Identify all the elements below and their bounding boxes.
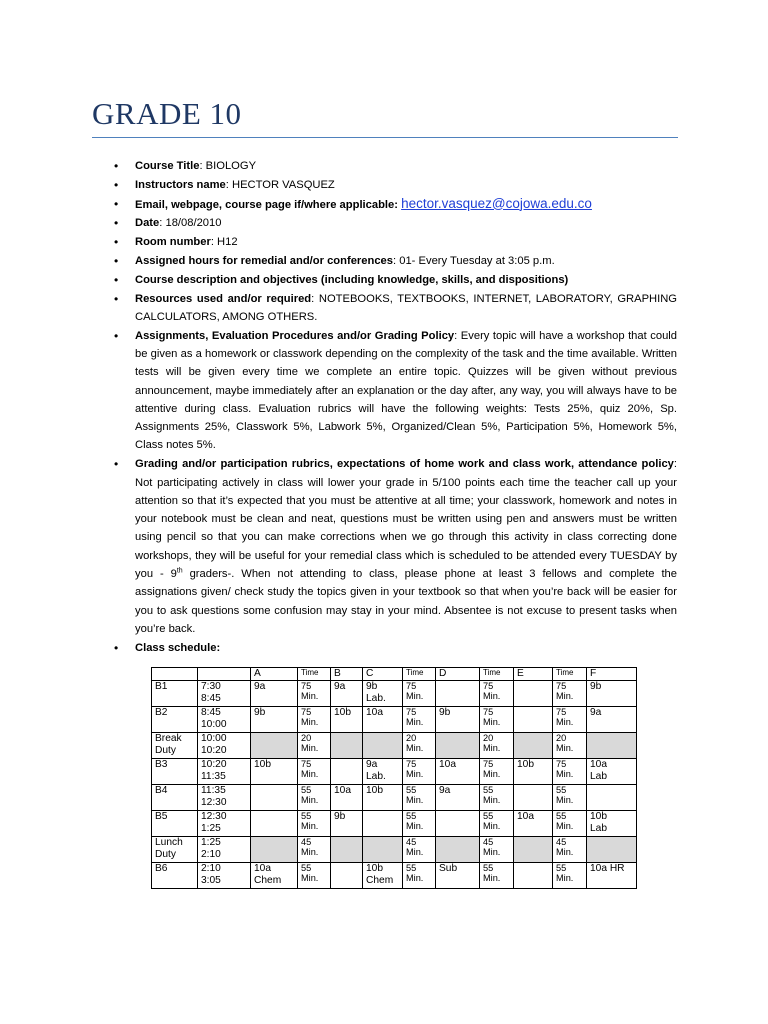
- cell-text: 45: [556, 837, 567, 848]
- cell-text: Chem: [254, 875, 282, 887]
- cell-text: 45: [483, 837, 494, 848]
- schedule-duration-cell: [553, 681, 587, 707]
- schedule-duration-cell: [403, 759, 436, 785]
- schedule-duration-cell: [403, 785, 436, 811]
- course-title-label: Course Title: [135, 160, 200, 172]
- course-info-list: [92, 157, 677, 658]
- schedule-duration-cell: [553, 811, 587, 837]
- cell-text: 75: [556, 759, 567, 770]
- schedule-duration-cell: [553, 785, 587, 811]
- schedule-class-cell: [363, 681, 403, 707]
- cell-text: 12:30: [201, 811, 227, 823]
- list-item-remedial: [92, 252, 677, 270]
- cell-text: Min.: [406, 821, 424, 832]
- cell-text: 8:45: [201, 693, 221, 705]
- schedule-class-cell: [363, 863, 403, 889]
- cell-text: 75: [301, 707, 312, 718]
- schedule-class-cell: [436, 759, 480, 785]
- schedule-class-cell: [436, 863, 480, 889]
- schedule-class-cell: [363, 733, 403, 759]
- schedule-duration-cell: [480, 733, 514, 759]
- schedule-duration-cell: [480, 837, 514, 863]
- schedule-class-cell: [251, 759, 298, 785]
- cell-text: 10:00: [201, 719, 227, 731]
- list-item-assignments: [92, 327, 677, 455]
- list-item-resources: [92, 290, 677, 327]
- schedule-duration-cell: [553, 733, 587, 759]
- schedule-duration-cell: [298, 837, 331, 863]
- cell-text: 9b: [439, 707, 451, 719]
- list-item-grading: [92, 455, 677, 638]
- schedule-duration-cell: [298, 785, 331, 811]
- schedule-time-cell: [198, 837, 251, 863]
- schedule-class-cell: [514, 707, 553, 733]
- schedule-duration-cell: [480, 863, 514, 889]
- cell-text: 3:05: [201, 875, 221, 887]
- schedule-class-cell: [436, 811, 480, 837]
- cell-text: 10b: [334, 707, 351, 719]
- schedule-class-cell: [251, 811, 298, 837]
- schedule-class-cell: [251, 681, 298, 707]
- schedule-header-cell: A: [251, 668, 298, 681]
- cell-text: 20: [301, 733, 312, 744]
- schedule-class-cell: [436, 733, 480, 759]
- cell-text: Lab: [590, 771, 607, 783]
- cell-text: 10a: [439, 759, 456, 771]
- table-row: [152, 863, 637, 889]
- cell-text: 75: [556, 707, 567, 718]
- cell-text: 20: [483, 733, 494, 744]
- instructor-label: Instructors name: [135, 178, 226, 191]
- grading-value-part1: : Not participating actively in class will lower your grade in 5/100 points each time the teacher call up your attention so that it’s expected that you must be attentive at all time; your classwork, homework and notes in your notebook must be clean and neat, questions must be written using pen and answers must be written using pencil so that you can make corrections when we go through this activity in class correcting done workshops, they will be useful for your remedial class which is scheduled to be attended every TUESDAY by you - 9: [135, 458, 677, 581]
- cell-text: Min.: [406, 873, 424, 884]
- schedule-time-cell: [198, 733, 251, 759]
- cell-text: 75: [406, 759, 417, 770]
- grading-superscript: th: [176, 567, 183, 575]
- schedule-header-cell: [152, 668, 198, 681]
- cell-text: Min.: [483, 691, 501, 702]
- schedule-class-cell: [363, 785, 403, 811]
- cell-text: 10a: [366, 707, 383, 719]
- schedule-duration-cell: [553, 707, 587, 733]
- cell-text: 55: [301, 785, 312, 796]
- schedule-duration-cell: [298, 707, 331, 733]
- cell-text: 9a: [366, 759, 378, 771]
- schedule-class-cell: [587, 863, 637, 889]
- remedial-label: Assigned hours for remedial and/or conferences: [135, 254, 394, 267]
- schedule-duration-cell: [403, 681, 436, 707]
- cell-text: Min.: [556, 873, 574, 884]
- schedule-time-cell: [198, 863, 251, 889]
- schedule-time-cell: [198, 681, 251, 707]
- schedule-block-cell: [152, 733, 198, 759]
- schedule-class-cell: [436, 785, 480, 811]
- schedule-class-cell: [331, 733, 363, 759]
- schedule-class-cell: [331, 785, 363, 811]
- schedule-class-cell: [331, 759, 363, 785]
- cell-text: 2:10: [201, 849, 221, 861]
- cell-text: 9b: [334, 811, 346, 823]
- class-schedule-table: [151, 667, 637, 889]
- schedule-class-cell: [587, 707, 637, 733]
- schedule-block-cell: B2: [152, 707, 198, 733]
- cell-text: 75: [406, 681, 417, 692]
- cell-text: Min.: [406, 717, 424, 728]
- schedule-class-cell: [514, 759, 553, 785]
- schedule-class-cell: [587, 733, 637, 759]
- cell-text: Sub: [439, 863, 458, 875]
- schedule-duration-cell: [480, 811, 514, 837]
- cell-text: 10:20: [201, 759, 227, 771]
- cell-text: 55: [483, 811, 494, 822]
- cell-text: 11:35: [201, 771, 226, 783]
- schedule-class-cell: [331, 863, 363, 889]
- schedule-header-cell: C: [363, 668, 403, 681]
- list-item-date: [92, 214, 677, 232]
- cell-text: Min.: [556, 795, 574, 806]
- schedule-class-cell: [363, 837, 403, 863]
- cell-text: Min.: [406, 691, 424, 702]
- cell-text: 10:20: [201, 745, 227, 757]
- schedule-time-cell: [198, 811, 251, 837]
- cell-text: 75: [483, 681, 494, 692]
- schedule-class-cell: [587, 785, 637, 811]
- block-name-text: Duty: [155, 745, 176, 757]
- table-row: [152, 759, 637, 785]
- resources-label: Resources used and/or required: [135, 292, 312, 305]
- cell-text: 55: [301, 811, 312, 822]
- cell-text: 55: [406, 811, 417, 822]
- cell-text: Min.: [483, 743, 501, 754]
- cell-text: 1:25: [201, 837, 221, 849]
- cell-text: 75: [556, 681, 567, 692]
- cell-text: Lab: [590, 823, 607, 835]
- cell-text: 55: [483, 863, 494, 874]
- schedule-class-cell: [251, 837, 298, 863]
- schedule-class-cell: [251, 707, 298, 733]
- cell-text: 9a: [439, 785, 451, 797]
- schedule-header-cell: Time: [298, 668, 331, 681]
- cell-text: Min.: [301, 873, 319, 884]
- schedule-class-cell: [436, 681, 480, 707]
- cell-text: 10b: [517, 759, 534, 771]
- schedule-class-cell: [587, 759, 637, 785]
- assignments-label: Assignments, Evaluation Procedures and/or Grading Policy: [135, 329, 455, 342]
- cell-text: 10b: [254, 759, 271, 771]
- cell-text: Min.: [483, 847, 501, 858]
- cell-text: 7:30: [201, 681, 221, 693]
- instructor-email-link[interactable]: hector.vasquez@cojowa.edu.co: [401, 195, 592, 211]
- list-item-course-title: [92, 157, 677, 175]
- schedule-class-cell: [587, 681, 637, 707]
- cell-text: 10b: [366, 785, 383, 797]
- schedule-class-cell: [514, 733, 553, 759]
- table-row: [152, 837, 637, 863]
- cell-text: 45: [406, 837, 417, 848]
- schedule-class-cell: [251, 785, 298, 811]
- schedule-header-cell: [198, 668, 251, 681]
- cell-text: 2:10: [201, 863, 221, 875]
- schedule-duration-cell: [553, 759, 587, 785]
- cell-text: 75: [483, 759, 494, 770]
- list-item-instructor: [92, 176, 677, 194]
- schedule-header-cell: Time: [553, 668, 587, 681]
- cell-text: Min.: [406, 795, 424, 806]
- schedule-class-cell: [363, 811, 403, 837]
- schedule-class-cell: [436, 837, 480, 863]
- schedule-block-cell: B3: [152, 759, 198, 785]
- cell-text: Min.: [556, 821, 574, 832]
- date-value: : 18/08/2010: [159, 217, 222, 230]
- schedule-class-cell: [251, 733, 298, 759]
- cell-text: 8:45: [201, 707, 221, 719]
- cell-text: 12:30: [201, 797, 227, 809]
- table-row: [152, 733, 637, 759]
- schedule-duration-cell: [298, 733, 331, 759]
- schedule-class-cell: [363, 759, 403, 785]
- cell-text: Min.: [406, 847, 424, 858]
- schedule-duration-cell: [403, 837, 436, 863]
- cell-text: Chem: [366, 875, 394, 887]
- cell-text: Min.: [483, 795, 501, 806]
- schedule-duration-cell: [403, 811, 436, 837]
- grading-value-part2: graders-. When not attending to class, please phone at least 3 fellows and complete the assignations given/ check study the topics given in your textbook so that when you’re back will be easier for you to ask questions some confusion may stay in your mind. Absentee is not excuse to present tasks when you’re back.: [135, 568, 678, 635]
- cell-text: 10a: [334, 785, 351, 797]
- cell-text: Min.: [301, 769, 319, 780]
- schedule-duration-cell: [480, 759, 514, 785]
- schedule-class-cell: [587, 811, 637, 837]
- description-label: Course description and objectives (including knowledge, skills, and dispositions): [135, 273, 569, 286]
- schedule-class-cell: [514, 681, 553, 707]
- schedule-time-cell: [198, 707, 251, 733]
- date-label: Date: [135, 217, 160, 230]
- schedule-header-row: [152, 668, 637, 681]
- schedule-class-cell: [331, 837, 363, 863]
- cell-text: 55: [301, 863, 312, 874]
- cell-text: Min.: [406, 769, 424, 780]
- schedule-class-cell: [514, 811, 553, 837]
- cell-text: Min.: [483, 769, 501, 780]
- schedule-label: Class schedule:: [135, 641, 221, 654]
- schedule-class-cell: [331, 811, 363, 837]
- resources-value: : NOTEBOOKS, TEXTBOOKS, INTERNET, LABORATORY, GRAPHING CALCULATORS, AMONG OTHERS.: [135, 292, 677, 323]
- cell-text: Min.: [556, 717, 574, 728]
- schedule-class-cell: [331, 681, 363, 707]
- schedule-header-cell: D: [436, 668, 480, 681]
- cell-text: Lab.: [366, 771, 386, 783]
- course-title-value: : BIOLOGY: [199, 160, 257, 172]
- schedule-duration-cell: [403, 863, 436, 889]
- schedule-class-cell: [514, 837, 553, 863]
- cell-text: Min.: [301, 795, 319, 806]
- cell-text: 75: [301, 759, 312, 770]
- contact-label: Email, webpage, course page if/where applicable:: [135, 198, 398, 211]
- cell-text: Min.: [556, 743, 574, 754]
- cell-text: 10:00: [201, 733, 227, 745]
- cell-text: 9b: [254, 707, 266, 719]
- schedule-block-cell: B6: [152, 863, 198, 889]
- table-row: [152, 811, 637, 837]
- cell-text: 55: [556, 811, 567, 822]
- cell-text: 10b: [366, 863, 383, 875]
- cell-text: Min.: [483, 873, 501, 884]
- cell-text: 10b: [590, 811, 607, 823]
- room-label: Room number: [135, 236, 211, 249]
- cell-text: 11:35: [201, 785, 226, 797]
- grading-label: Grading and/or participation rubrics, expectations of home work and class work, attendance policy: [135, 458, 674, 471]
- remedial-value: : 01- Every Tuesday at 3:05 p.m.: [393, 254, 555, 267]
- schedule-header-cell: Time: [480, 668, 514, 681]
- schedule-class-cell: [514, 785, 553, 811]
- cell-text: Min.: [301, 691, 319, 702]
- cell-text: 20: [556, 733, 567, 744]
- assignments-value: : Every topic will have a workshop that could be given as a homework or classwork depending on the complexity of the task and the time available. Written tests will be given every time we complete an entire topic. Quizzes will be given without previous announcement, maybe immediately after an explanation or the day after, any way, you will always have to be attentive during class. Evaluation rubrics will have the following weights: Tests 25%, quiz 20%, Sp. Assignments 25%, Classwork 5%, Labwork 5%, Organized/Clean 5%, Participation 5%, Homework 5%, Class notes 5%.: [135, 329, 677, 452]
- block-name-text: Break: [155, 733, 182, 745]
- cell-text: Min.: [556, 769, 574, 780]
- schedule-header-cell: F: [587, 668, 637, 681]
- schedule-header-cell: Time: [403, 668, 436, 681]
- schedule-class-cell: [331, 707, 363, 733]
- page-title: GRADE 10: [92, 96, 242, 131]
- block-name-text: Lunch: [155, 837, 183, 849]
- cell-text: 20: [406, 733, 417, 744]
- schedule-time-cell: [198, 759, 251, 785]
- cell-text: 75: [301, 681, 312, 692]
- schedule-class-cell: [436, 707, 480, 733]
- cell-text: Lab.: [366, 693, 386, 705]
- schedule-duration-cell: [480, 785, 514, 811]
- schedule-duration-cell: [553, 863, 587, 889]
- schedule-duration-cell: [403, 707, 436, 733]
- schedule-duration-cell: [298, 759, 331, 785]
- schedule-block-cell: [152, 837, 198, 863]
- schedule-time-cell: [198, 785, 251, 811]
- cell-text: 9b: [590, 681, 602, 693]
- schedule-block-cell: B4: [152, 785, 198, 811]
- cell-text: 9b: [366, 681, 378, 693]
- list-item-contact: [92, 195, 677, 214]
- schedule-class-cell: [363, 707, 403, 733]
- cell-text: 55: [483, 785, 494, 796]
- cell-text: Min.: [301, 743, 319, 754]
- list-item-schedule: [92, 639, 677, 657]
- cell-text: Min.: [301, 847, 319, 858]
- schedule-duration-cell: [298, 863, 331, 889]
- schedule-duration-cell: [480, 707, 514, 733]
- cell-text: 55: [556, 785, 567, 796]
- cell-text: 55: [406, 785, 417, 796]
- schedule-header-cell: E: [514, 668, 553, 681]
- table-row: [152, 785, 637, 811]
- cell-text: 55: [406, 863, 417, 874]
- cell-text: Min.: [483, 821, 501, 832]
- cell-text: 75: [406, 707, 417, 718]
- table-row: [152, 681, 637, 707]
- cell-text: 45: [301, 837, 312, 848]
- schedule-header-cell: B: [331, 668, 363, 681]
- cell-text: 10a: [254, 863, 271, 875]
- schedule-duration-cell: [403, 733, 436, 759]
- cell-text: Min.: [406, 743, 424, 754]
- schedule-duration-cell: [298, 811, 331, 837]
- cell-text: Min.: [301, 717, 319, 728]
- room-value: : H12: [210, 236, 238, 249]
- schedule-block-cell: B5: [152, 811, 198, 837]
- table-row: [152, 707, 637, 733]
- title-divider: [92, 137, 678, 138]
- schedule-duration-cell: [298, 681, 331, 707]
- cell-text: 10a HR: [590, 863, 625, 875]
- cell-text: Min.: [556, 847, 574, 858]
- cell-text: Min.: [556, 691, 574, 702]
- cell-text: 75: [483, 707, 494, 718]
- cell-text: 10a: [590, 759, 607, 771]
- cell-text: 1:25: [201, 823, 221, 835]
- schedule-duration-cell: [480, 681, 514, 707]
- schedule-class-cell: [514, 863, 553, 889]
- schedule-duration-cell: [553, 837, 587, 863]
- instructor-value: : HECTOR VASQUEZ: [225, 178, 335, 191]
- cell-text: 9a: [254, 681, 266, 693]
- schedule-block-cell: B1: [152, 681, 198, 707]
- cell-text: Min.: [483, 717, 501, 728]
- list-item-description: [92, 271, 677, 289]
- block-name-text: Duty: [155, 849, 176, 861]
- cell-text: 9a: [334, 681, 346, 693]
- list-item-room: [92, 233, 677, 251]
- cell-text: 9a: [590, 707, 602, 719]
- cell-text: 55: [556, 863, 567, 874]
- cell-text: 10a: [517, 811, 534, 823]
- schedule-class-cell: [251, 863, 298, 889]
- schedule-class-cell: [587, 837, 637, 863]
- cell-text: Min.: [301, 821, 319, 832]
